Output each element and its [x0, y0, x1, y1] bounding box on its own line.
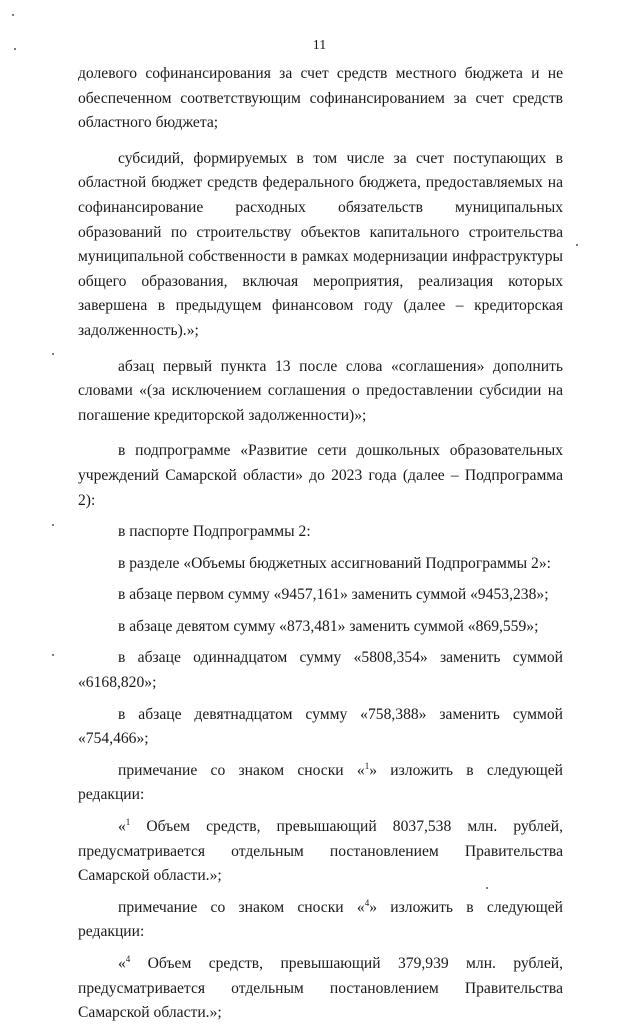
- scan-speck: [486, 887, 488, 889]
- footnote-text-1-open-quote: «: [118, 818, 126, 836]
- paragraph-subprogram-2: в подпрограмме «Развитие сети дошкольных образовательных учреждений Самарской области» до 2023 года (далее – Подпрограмма 2):: [78, 442, 563, 509]
- paragraph-budget-section: в разделе «Объемы бюджетных ассигнований Подпрограммы 2»:: [118, 554, 551, 572]
- footnote-instruction-1: [78, 759, 563, 808]
- scan-speck: [52, 654, 54, 656]
- scan-speck: [576, 244, 578, 246]
- paragraph-amount-nineteenth: в абзаце девятнадцатом сумму «758,388» заменить суммой «754,466»;: [78, 705, 563, 748]
- footnote-instruction-4-before: примечание со знаком сноски «: [118, 898, 365, 916]
- paragraph-amount-ninth: в абзаце девятом сумму «873,481» заменить суммой «869,559»;: [118, 617, 539, 635]
- scan-speck: [52, 353, 54, 355]
- footnote-mark-4: 4: [364, 897, 370, 908]
- footnote-text-1-mark: 1: [125, 816, 131, 827]
- paragraph-clause-13: абзац первый пункта 13 после слова «соглашения» дополнить словами «(за исключением соглашения о предоставлении субсидии на погашение кредиторской задолженности)»;: [78, 357, 563, 424]
- paragraph-passport: в паспорте Подпрограммы 2:: [118, 523, 311, 541]
- document-body: [78, 62, 563, 1026]
- footnote-text-4-mark: 4: [125, 953, 131, 964]
- scan-speck: [12, 14, 14, 16]
- footnote-text-4: [78, 952, 563, 1026]
- footnote-instruction-4-after: » изложить в следующей редакции:: [78, 898, 563, 941]
- footnote-mark-1: 1: [364, 760, 370, 771]
- footnote-text-4-open-quote: «: [118, 955, 126, 972]
- page-number: 11: [312, 38, 327, 53]
- scan-speck: [14, 48, 16, 50]
- paragraph-subsidies: субсидий, формируемых в том числе за счет поступающих в областной бюджет средств федерального бюджета, предоставляемых на софинансирование расходных обязательств муниципальных образований по строительству объектов капитального строительства муниципальной собственности в рамках модернизации инфраструктуры общего образования, включая мероприятия, реализация которых завершена в предыдущем финансовом году (далее – кредиторская задолженность).»;: [78, 149, 563, 339]
- paragraph-cofinancing-continuation: долевого софинансирования за счет средств местного бюджета и не обеспеченном соответствующим софинансированием за счет средств областного бюджета;: [78, 65, 563, 132]
- footnote-instruction-1-after: » изложить в следующей редакции:: [78, 761, 563, 804]
- scan-speck: [52, 524, 54, 526]
- footnote-text-1-body: Объем средств, превышающий 8037,538 млн. рублей, предусматривается отдельным постановлением Правительства Самарской области.»;: [78, 818, 563, 885]
- footnote-text-1: [78, 815, 563, 889]
- paragraph-amount-eleventh: в абзаце одиннадцатом сумму «5808,354» заменить суммой «6168,820»;: [78, 649, 563, 692]
- footnote-instruction-1-before: примечание со знаком сноски «: [118, 761, 365, 779]
- footnote-instruction-4: [78, 896, 563, 945]
- paragraph-amount-first: в абзаце первом сумму «9457,161» заменить суммой «9453,238»;: [118, 586, 549, 604]
- footnote-text-4-body: Объем средств, превышающий 379,939 млн. рублей, предусматривается отдельным постановлением Правительства Самарской области.»;: [78, 955, 563, 1022]
